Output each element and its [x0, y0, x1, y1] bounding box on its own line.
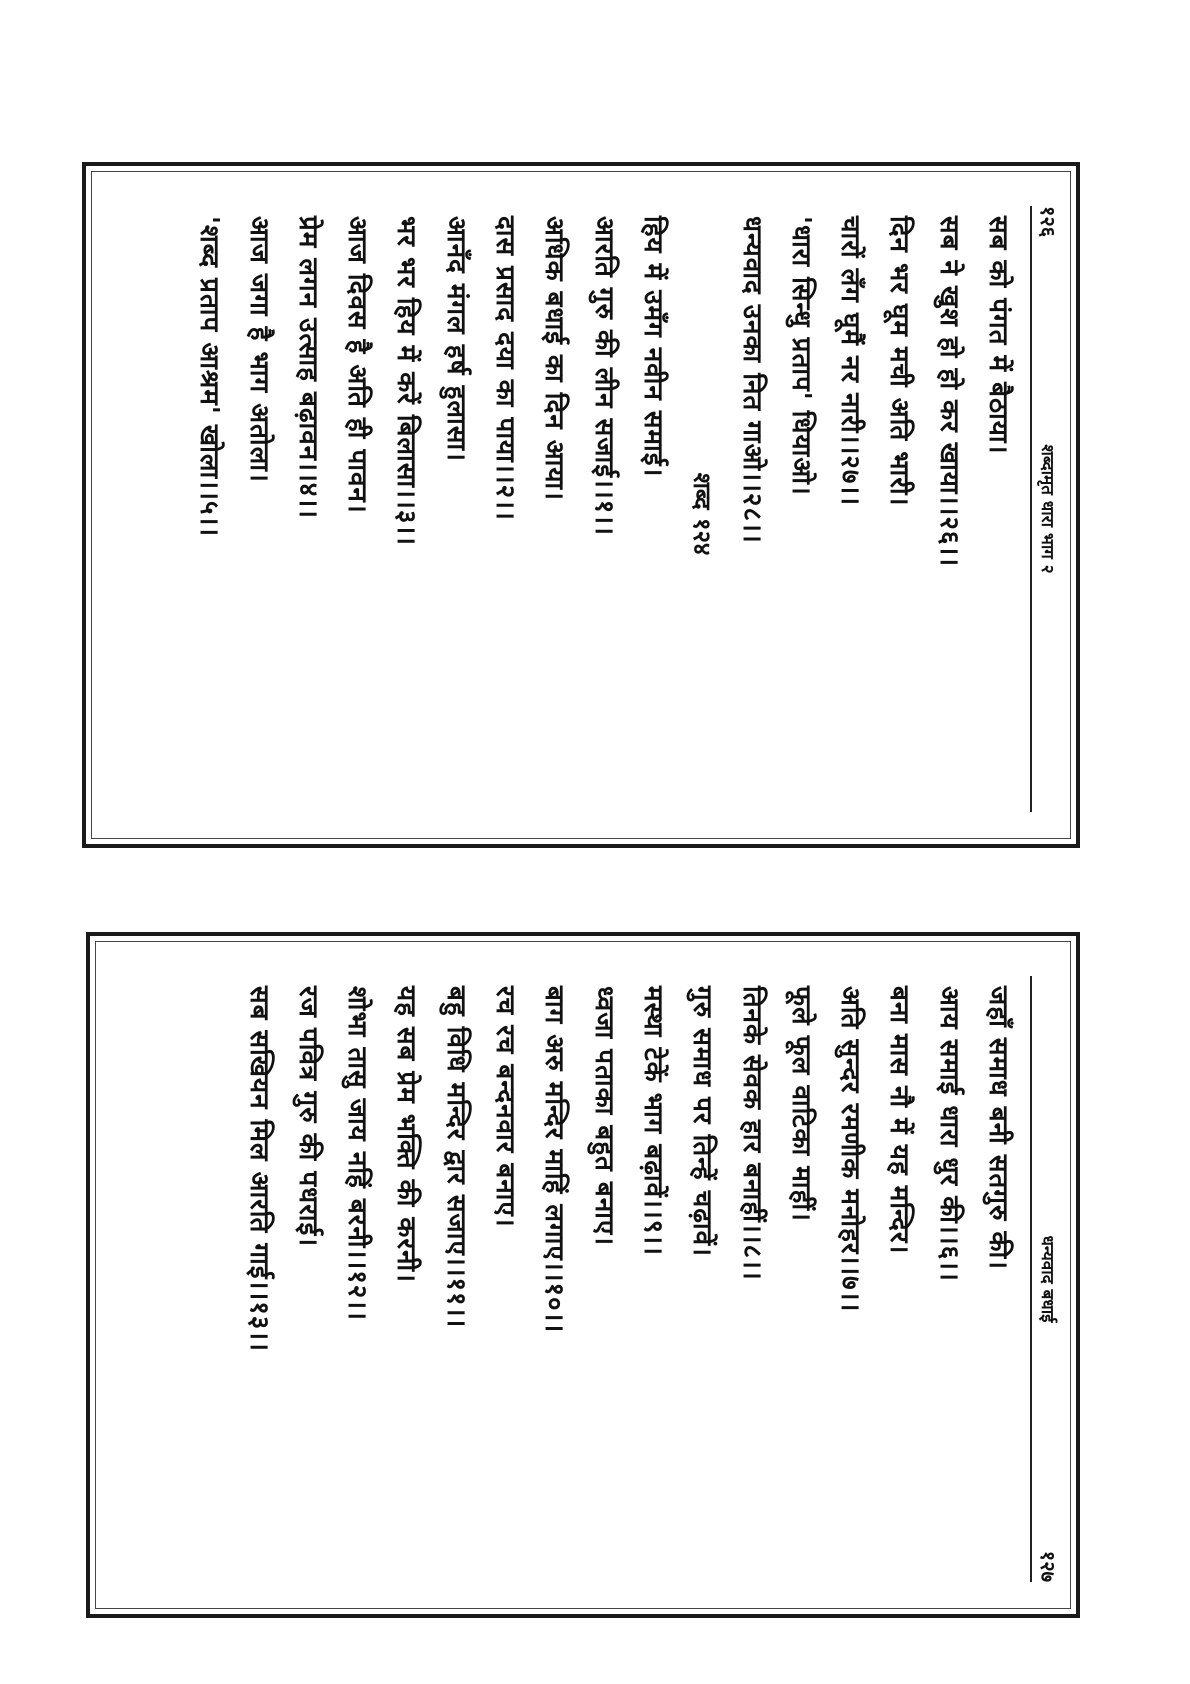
verse-line: यह सब प्रेम भक्ति की करनी। [391, 986, 422, 1283]
right-page-127 [86, 932, 1080, 1618]
running-title: धन्यवाद बधाई [1037, 1235, 1058, 1323]
verse-line: अधिक बधाई का दिन आया। [539, 216, 570, 502]
verse-line: चारों लँग घूमैं नर नारी।।२७।। [835, 216, 866, 507]
verse-line: अति सुन्दर रमणीक मनोहर।।७।। [835, 986, 866, 1313]
section-heading: शब्द १२४ [688, 472, 717, 556]
verse-line: प्रेम लगन उत्साह बढ़ावन।।४।। [292, 216, 323, 520]
verse-line: हिय में उमँग नवीन समाई। [637, 216, 668, 478]
verse-line: रज पवित्र गुरु की पधराई। [292, 986, 323, 1248]
verse-block [233, 976, 1022, 1582]
verse-line: गुरु समाध पर तिन्हें चढ़ावें। [687, 986, 718, 1257]
page-number: १२६ [1036, 206, 1061, 238]
verse-line: भर भर हिय में करें बिलासा।।३।। [391, 216, 422, 547]
verse-line: आनँद मंगल हर्ष हुलासा। [440, 216, 471, 462]
verse-line: बहु विधि मन्दिर द्वार सजाए।।११।। [440, 986, 471, 1329]
verse-line: शोभा तासु जाय नहिं बरनी।।१२।। [342, 986, 373, 1321]
verse-line: सब को पंगत में बैठाया। [983, 216, 1013, 455]
verse-line: जहाँ समाध बनी सतगुरु की। [983, 986, 1013, 1271]
left-page-content [82, 166, 1076, 848]
verse-line: फूले फूल वाटिका माहीं। [785, 986, 816, 1222]
page-number: १२७ [1036, 1550, 1061, 1582]
verse-line: बाग अरु मन्दिर माहिं लगाए।।१०।। [539, 986, 570, 1334]
verse-line: सब सखियन मिल आरति गाई।।१३।। [243, 986, 274, 1352]
page-header [1030, 976, 1062, 1582]
running-title: शब्दामृत धारा भाग २ [1037, 444, 1058, 574]
verse-line: ध्वजा पताका बहुत बनाए। [588, 986, 619, 1247]
page-header [1030, 206, 1062, 812]
verse-line: धन्यवाद उनका नित गाओ।।२८।। [736, 216, 767, 544]
verse-line: आज जगा है भाग अतोला। [243, 216, 274, 483]
verse-line: मस्था टेकें भाग बढ़ावें।।९।। [637, 986, 668, 1256]
verse-line: दिन भर घूम मची अति भारी। [884, 216, 915, 507]
verse-line: सब ने खुश हो हो कर खाया।।२६।। [933, 216, 964, 568]
verse-line: तिनके सेवक हार बनाहीं।।८।। [736, 986, 767, 1281]
verse-line: 'धारा सिन्धु प्रताप' धियाओ। [785, 216, 816, 496]
verse-line: आज दिवस है अति ही पावन। [342, 216, 373, 514]
verse-line: 'शब्द प्रताप आश्रम' खोला।।५।। [194, 216, 225, 538]
verse-line: आरति गुरु की लीन सजाई।।१।। [588, 216, 619, 536]
verse-line: आय समाई धारा धुर की।।६।। [933, 986, 964, 1282]
left-page-126 [82, 162, 1080, 848]
verse-line: दास प्रसाद दया का पाया।।२।। [490, 216, 521, 521]
right-page-content [86, 936, 1076, 1618]
verse-block [184, 206, 1022, 812]
verse-line: बना मास नौ में यह मन्दिर। [884, 986, 915, 1255]
verse-line: रच रच बन्दनवार बनाए। [490, 986, 521, 1228]
